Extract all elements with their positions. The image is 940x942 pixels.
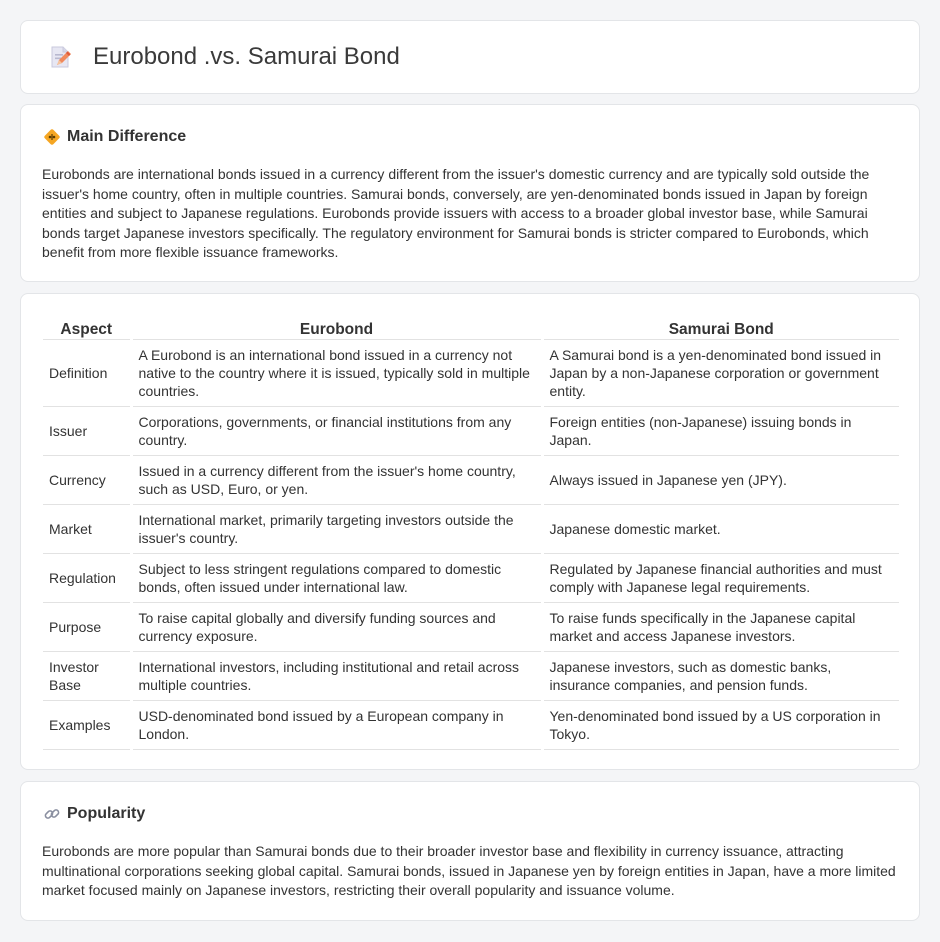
samurai-cell: Yen-denominated bond issued by a US corporation in Tokyo. [542,700,899,749]
samurai-cell: Regulated by Japanese financial authorities and must comply with Japanese legal requirements. [542,553,899,602]
eurobond-cell: Issued in a currency different from the issuer's home country, such as USD, Euro, or yen. [131,455,542,504]
table-row [43,406,899,455]
popularity-heading: Popularity [67,805,146,822]
eurobond-cell: USD-denominated bond issued by a European company in London. [131,700,542,749]
diamond-warning-icon [43,128,61,146]
table-row [43,455,899,504]
column-header-eurobond: Eurobond [131,315,542,339]
popularity-card [20,781,920,921]
eurobond-cell: International investors, including institutional and retail across multiple countries. [131,651,542,700]
table-row [43,339,899,406]
eurobond-cell: To raise capital globally and diversify funding sources and currency exposure. [131,602,542,651]
main-difference-heading: Main Difference [67,128,187,145]
eurobond-cell: Corporations, governments, or financial institutions from any country. [131,406,542,455]
document-edit-icon [47,44,73,70]
aspect-cell: Market [43,504,131,553]
aspect-cell: Issuer [43,406,131,455]
samurai-cell: Japanese domestic market. [542,504,899,553]
aspect-cell: Regulation [43,553,131,602]
samurai-cell: To raise funds specifically in the Japanese capital market and access Japanese investors. [542,602,899,651]
samurai-cell: Always issued in Japanese yen (JPY). [542,455,899,504]
table-row [43,553,899,602]
main-difference-text: Eurobonds are international bonds issued in a currency different from the issuer's domestic currency and are typically sold outside the issuer's home country, often in multiple countries. Samurai bonds, conversely, are yen-denominated bonds issued in Japan by foreign entities and subject to Japanese regulations. Eurobonds provide issuers with access to a broader global investor base, while Samurai bonds target Japanese investors specifically. The regulatory environment for Samurai bonds is stricter compared to Eurobonds, which benefit from more flexible issuance frameworks. [42,166,870,260]
aspect-cell: Investor Base [43,651,131,700]
aspect-cell: Examples [43,700,131,749]
table-header-row [43,315,899,339]
table-row [43,651,899,700]
comparison-table [43,315,899,750]
table-row [43,602,899,651]
comparison-table-card [20,293,920,770]
aspect-cell: Definition [43,339,131,406]
link-icon [43,805,61,823]
column-header-aspect: Aspect [43,315,131,339]
eurobond-cell: Subject to less stringent regulations compared to domestic bonds, often issued under international law. [131,553,542,602]
page-title: Eurobond .vs. Samurai Bond [93,43,400,70]
aspect-cell: Currency [43,455,131,504]
column-header-samurai-bond: Samurai Bond [542,315,899,339]
table-row [43,700,899,749]
eurobond-cell: A Eurobond is an international bond issued in a currency not native to the country where it is issued, typically sold in multiple countries. [131,339,542,406]
table-row [43,504,899,553]
samurai-cell: Foreign entities (non-Japanese) issuing bonds in Japan. [542,406,899,455]
samurai-cell: Japanese investors, such as domestic banks, insurance companies, and pension funds. [542,651,899,700]
title-card [20,20,920,94]
aspect-cell: Purpose [43,602,131,651]
title-row [47,43,400,71]
main-difference-card [20,104,920,282]
eurobond-cell: International market, primarily targeting investors outside the issuer's country. [131,504,542,553]
popularity-header [43,805,145,823]
popularity-text: Eurobonds are more popular than Samurai bonds due to their broader investor base and flexibility in currency issuance, attracting multinational corporations seeking global capital. Samurai bonds, issued in Japanese yen by foreign entities in Japan, have a more limited market focused mainly on Japanese investors, restricting their overall popularity and issuance volume. [42,843,896,898]
main-difference-header [43,128,186,146]
samurai-cell: A Samurai bond is a yen-denominated bond issued in Japan by a non-Japanese corporation or government entity. [542,339,899,406]
